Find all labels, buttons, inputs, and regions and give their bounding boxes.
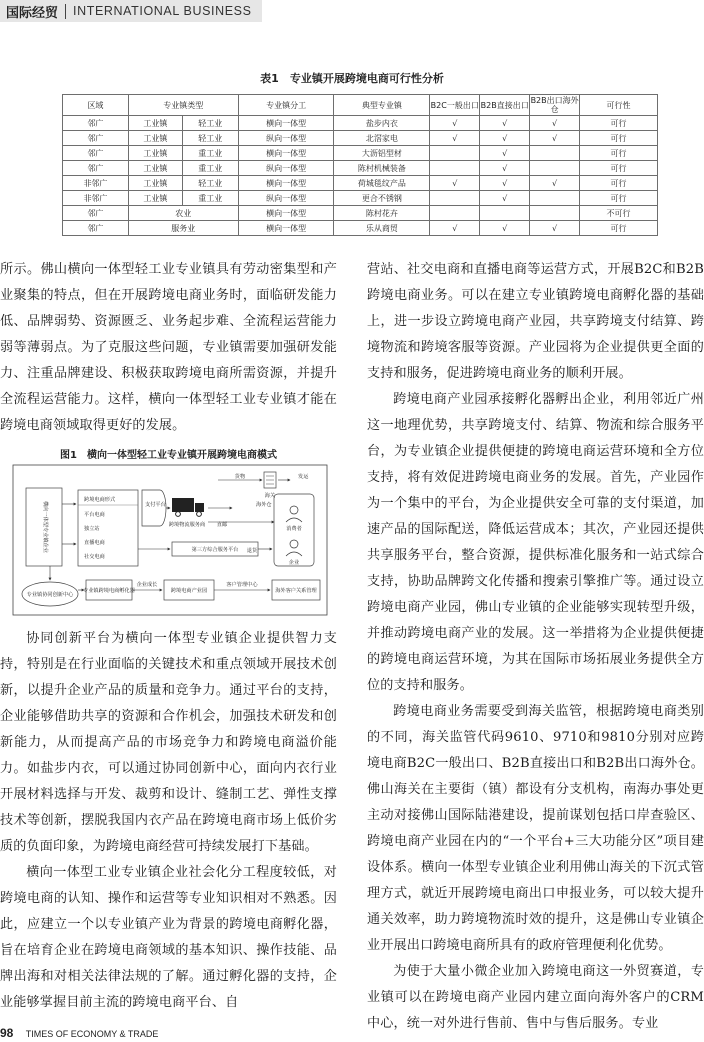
table-cell: 大沥铝型材	[334, 146, 430, 161]
table-cell: 服务业	[128, 221, 238, 236]
journal-name: TIMES OF ECONOMY & TRADE	[25, 1029, 159, 1039]
table-cell: √	[480, 146, 530, 161]
bottom-arrow-label: 客户管理中心	[226, 582, 258, 588]
table-cell: √	[430, 221, 480, 236]
flow-label: 发运	[298, 474, 309, 480]
table-cell: √	[530, 131, 580, 146]
table-cell: 北滘家电	[334, 131, 430, 146]
customs-label: 海关	[264, 493, 276, 499]
table-cell: 可行	[580, 131, 658, 146]
channel-item: 平台电商	[84, 512, 105, 518]
table-cell: 重工业	[182, 191, 238, 206]
bottom-node-label: 专业镇跨境电商孵化器	[83, 588, 135, 594]
table-cell: 可行	[580, 191, 658, 206]
left-column-upper	[0, 257, 337, 439]
section-header	[0, 0, 262, 22]
table-cell: 横向一体型	[238, 176, 334, 191]
table-cell	[430, 161, 480, 176]
table-cell: 陈村机械装备	[334, 161, 430, 176]
table-cell: 非邻广	[63, 191, 129, 206]
paragraph: 横向一体型工业专业镇企业社会化分工程度较低，对跨境电商的认知、操作和运营等专业知识相对不熟悉。因此，应建立一个以专业镇产业为背景的跨境电商孵化器，旨在培育企业在跨境电商领域的基本知识、操作技能、品牌出海和对相关法律法规的了解。通过孵化器的支持，企业能够掌握目前主流的跨境电商平台、自	[0, 865, 337, 1010]
figure-title: 图1 横向一体型轻工业专业镇开展跨境电商模式	[60, 450, 277, 461]
table-cell: 邻广	[63, 206, 129, 221]
table-cell: 工业镇	[128, 116, 182, 131]
header-cell: 典型专业镇	[334, 95, 430, 116]
table-row	[63, 206, 658, 221]
table-cell: 不可行	[580, 206, 658, 221]
table-cell: 横向一体型	[238, 221, 334, 236]
table-cell: 非邻广	[63, 176, 129, 191]
table-cell: √	[530, 176, 580, 191]
consumer-label: 消费者	[286, 526, 302, 532]
table-cell	[430, 146, 480, 161]
table-title: 表1 专业镇开展跨境电商可行性分析	[260, 72, 444, 85]
table-cell: 可行	[580, 161, 658, 176]
table-cell: 轻工业	[182, 131, 238, 146]
table-cell: 可行	[580, 176, 658, 191]
section-category: 国际经贸	[6, 5, 59, 21]
paragraph: 跨境电商产业园承接孵化器孵出企业，利用邻近广州这一地理优势，共享跨境支付、结算、物流和综合服务平台，为专业镇企业提供便捷的跨境电商运营环境和全方位支持，将有效促进跨境电商业务的发展。首先，产业园作为一个集中的平台，为企业提供安全可靠的支付渠道，加速产品的国际配送，降低运营成本；其次，产业园还提供共享服务平台，整合资源，提供标准化服务和一站式综合支持，协助品牌跨文化传播和搜索引擎推广等。通过设立跨境电商产业园，佛山专业镇的企业能够实现转型升级，并推动跨境电商产业的发展。这一举措将为企业提供便捷的跨境电商运营环境，为其在国际市场拓展业务提供全方位的支持和服务。	[367, 392, 704, 693]
table-cell: √	[530, 221, 580, 236]
table-cell: √	[480, 116, 530, 131]
paragraph: 跨境电商业务需要受到海关监管，根据跨境电商类别的不同，海关监管代码9610、9710和9810分别对应跨境电商B2C一般出口、B2B直接出口和B2B出口海外仓。佛山海关在主要街（镇）都设有分支机构，南海办事处更主动对接佛山国际陆港建设，提前谋划包括口岸查验区、跨境电商产业园在内的“一个平台+三大功能分区”项目建设体系。横向一体型专业镇企业利用佛山海关的下沉式管理方式，就近开展跨境电商出口申报业务，可以较大提升通关效率，助力跨境物流时效的提升，这是佛山专业镇企业开展出口跨境电商所具有的政府管理便利化优势。	[367, 704, 704, 953]
header-cell: 专业镇类型	[128, 95, 238, 116]
bottom-arrow-label: 企业成长	[136, 582, 158, 588]
table-cell: √	[430, 176, 480, 191]
paragraph: 协同创新平台为横向一体型专业镇企业提供智力支持，特别是在行业面临的关键技术和重点领域开展技术创新，以提升企业产品的质量和竞争力。通过平台的支持，企业能够借助共享的资源和合作机会，加强技术研发和创新能力，从而提高产品的市场竞争力和跨境电商溢价能力。如盐步内衣，可以通过协同创新中心，面向内衣行业开展材料选择与开发、裁剪和设计、缝制工艺、弹性支撑技术等创新，摆脱我国内衣产品在跨境电商市场上低价劣质的负面印象，为跨境电商经营可持续发展打下基础。	[0, 631, 337, 854]
table-header-row	[63, 95, 658, 116]
table-cell: 邻广	[63, 146, 129, 161]
header-cell: B2C一般出口	[430, 95, 480, 116]
table-cell: 横向一体型	[238, 206, 334, 221]
header-cell: 区域	[63, 95, 129, 116]
section-category-en: INTERNATIONAL BUSINESS	[73, 4, 252, 18]
channel-header: 跨境电商形式	[84, 497, 116, 503]
page-number: 98	[0, 1026, 14, 1040]
enterprise-label: 企业	[288, 560, 300, 566]
table-cell: 纵向一体型	[238, 191, 334, 206]
table-cell	[530, 146, 580, 161]
table-row	[63, 146, 658, 161]
table-cell: √	[480, 161, 530, 176]
table-cell	[430, 206, 480, 221]
enterprise-box-label: 横向一体型专业镇企业	[42, 501, 48, 553]
table-cell: 轻工业	[182, 116, 238, 131]
table-row	[63, 116, 658, 131]
table-row	[63, 161, 658, 176]
paragraph: 所示。佛山横向一体型轻工业专业镇具有劳动密集型和产业聚集的特点，但在开展跨境电商业务时，面临研发能力低、品牌弱势、资源匮乏、业务起步难、全流程运营能力弱等薄弱点。为了克服这些问题，专业镇需要加强研发能力、注重品牌建设、积极获取跨境电商所需资源，并提升全流程运营能力。这样，横向一体型轻工业专业镇才能在跨境电商领域取得更好的发展。	[0, 262, 337, 433]
overseas-warehouse-label: 海外仓	[256, 502, 272, 508]
payment-label: 支付平台	[145, 502, 166, 508]
table-row	[63, 176, 658, 191]
flow-label: 直邮	[216, 522, 228, 528]
table-cell: 轻工业	[182, 176, 238, 191]
flow-label: 退货	[246, 548, 258, 554]
figure-diagram	[12, 464, 328, 616]
bottom-node-label: 跨境电商产业园	[170, 588, 208, 594]
table-cell: √	[480, 221, 530, 236]
channel-item: 社交电商	[84, 554, 105, 560]
table-row	[63, 131, 658, 146]
table-cell: 纵向一体型	[238, 131, 334, 146]
table-cell: 重工业	[182, 161, 238, 176]
table-cell: 更合不锈钢	[334, 191, 430, 206]
table-cell: 工业镇	[128, 161, 182, 176]
right-column	[367, 257, 704, 1037]
table-cell: √	[480, 176, 530, 191]
table-row	[63, 191, 658, 206]
table-cell: 荷城毯纹产品	[334, 176, 430, 191]
person-icon	[290, 540, 298, 548]
payment-shape	[142, 490, 166, 526]
header-divider	[65, 4, 66, 19]
header-cell: B2B直接出口	[480, 95, 530, 116]
table-cell: 纵向一体型	[238, 161, 334, 176]
truck-icon	[172, 498, 194, 512]
third-party-label: 第三方综合服务平台	[191, 547, 239, 553]
paragraph: 为使于大量小微企业加入跨境电商这一外贸赛道，专业镇可以在跨境电商产业园内建立面向海外客户的CRM中心，统一对外进行售前、售中与售后服务。专业	[367, 964, 704, 1031]
table-cell: 乐从商贸	[334, 221, 430, 236]
table-cell	[530, 191, 580, 206]
table-cell: 重工业	[182, 146, 238, 161]
table-cell	[530, 206, 580, 221]
header-cell: 可行性	[580, 95, 658, 116]
table-cell: 邻广	[63, 116, 129, 131]
table-cell: √	[480, 131, 530, 146]
table-cell: √	[480, 191, 530, 206]
paragraph: 营站、社交电商和直播电商等运营方式，开展B2C和B2B跨境电商业务。可以在建立专业镇跨境电商孵化器的基础上，进一步设立跨境电商产业园，共享跨境支付结算、跨境物流和跨境客服等资源。产业园将为企业提供更全面的支持和服务，促进跨境电商业务的顺利开展。	[367, 262, 704, 381]
table-cell: 工业镇	[128, 131, 182, 146]
header-cell: 专业镇分工	[238, 95, 334, 116]
bottom-node-label: 海外客户关系管理	[275, 588, 317, 594]
page-footer	[0, 1026, 158, 1040]
table-cell: 农业	[128, 206, 238, 221]
table-cell: 邻广	[63, 221, 129, 236]
table-cell	[480, 206, 530, 221]
table-cell	[430, 191, 480, 206]
table-cell: 邻广	[63, 161, 129, 176]
feasibility-table	[62, 94, 658, 236]
person-icon	[290, 506, 298, 514]
table-cell: 可行	[580, 221, 658, 236]
table-cell	[530, 161, 580, 176]
table-cell: √	[530, 116, 580, 131]
table-cell: 邻广	[63, 131, 129, 146]
table-cell: √	[430, 116, 480, 131]
table-cell: 盐步内衣	[334, 116, 430, 131]
table-cell: 工业镇	[128, 146, 182, 161]
table-cell: 工业镇	[128, 176, 182, 191]
channel-item: 直播电商	[84, 540, 105, 546]
table-cell: 陈村花卉	[334, 206, 430, 221]
logistics-label: 跨境物流服务商	[168, 522, 206, 528]
table-row	[63, 221, 658, 236]
table-cell: 工业镇	[128, 191, 182, 206]
channel-item: 独立站	[84, 526, 100, 532]
table-cell: 横向一体型	[238, 146, 334, 161]
header-cell: B2B出口海外仓	[530, 96, 579, 114]
flow-label: 货物	[234, 474, 246, 480]
left-column-lower	[0, 626, 337, 1016]
table-cell: √	[430, 131, 480, 146]
table-cell: 横向一体型	[238, 116, 334, 131]
table-cell: 可行	[580, 116, 658, 131]
bottom-node-label: 专业镇协同创新中心	[26, 592, 74, 598]
table-cell: 可行	[580, 146, 658, 161]
